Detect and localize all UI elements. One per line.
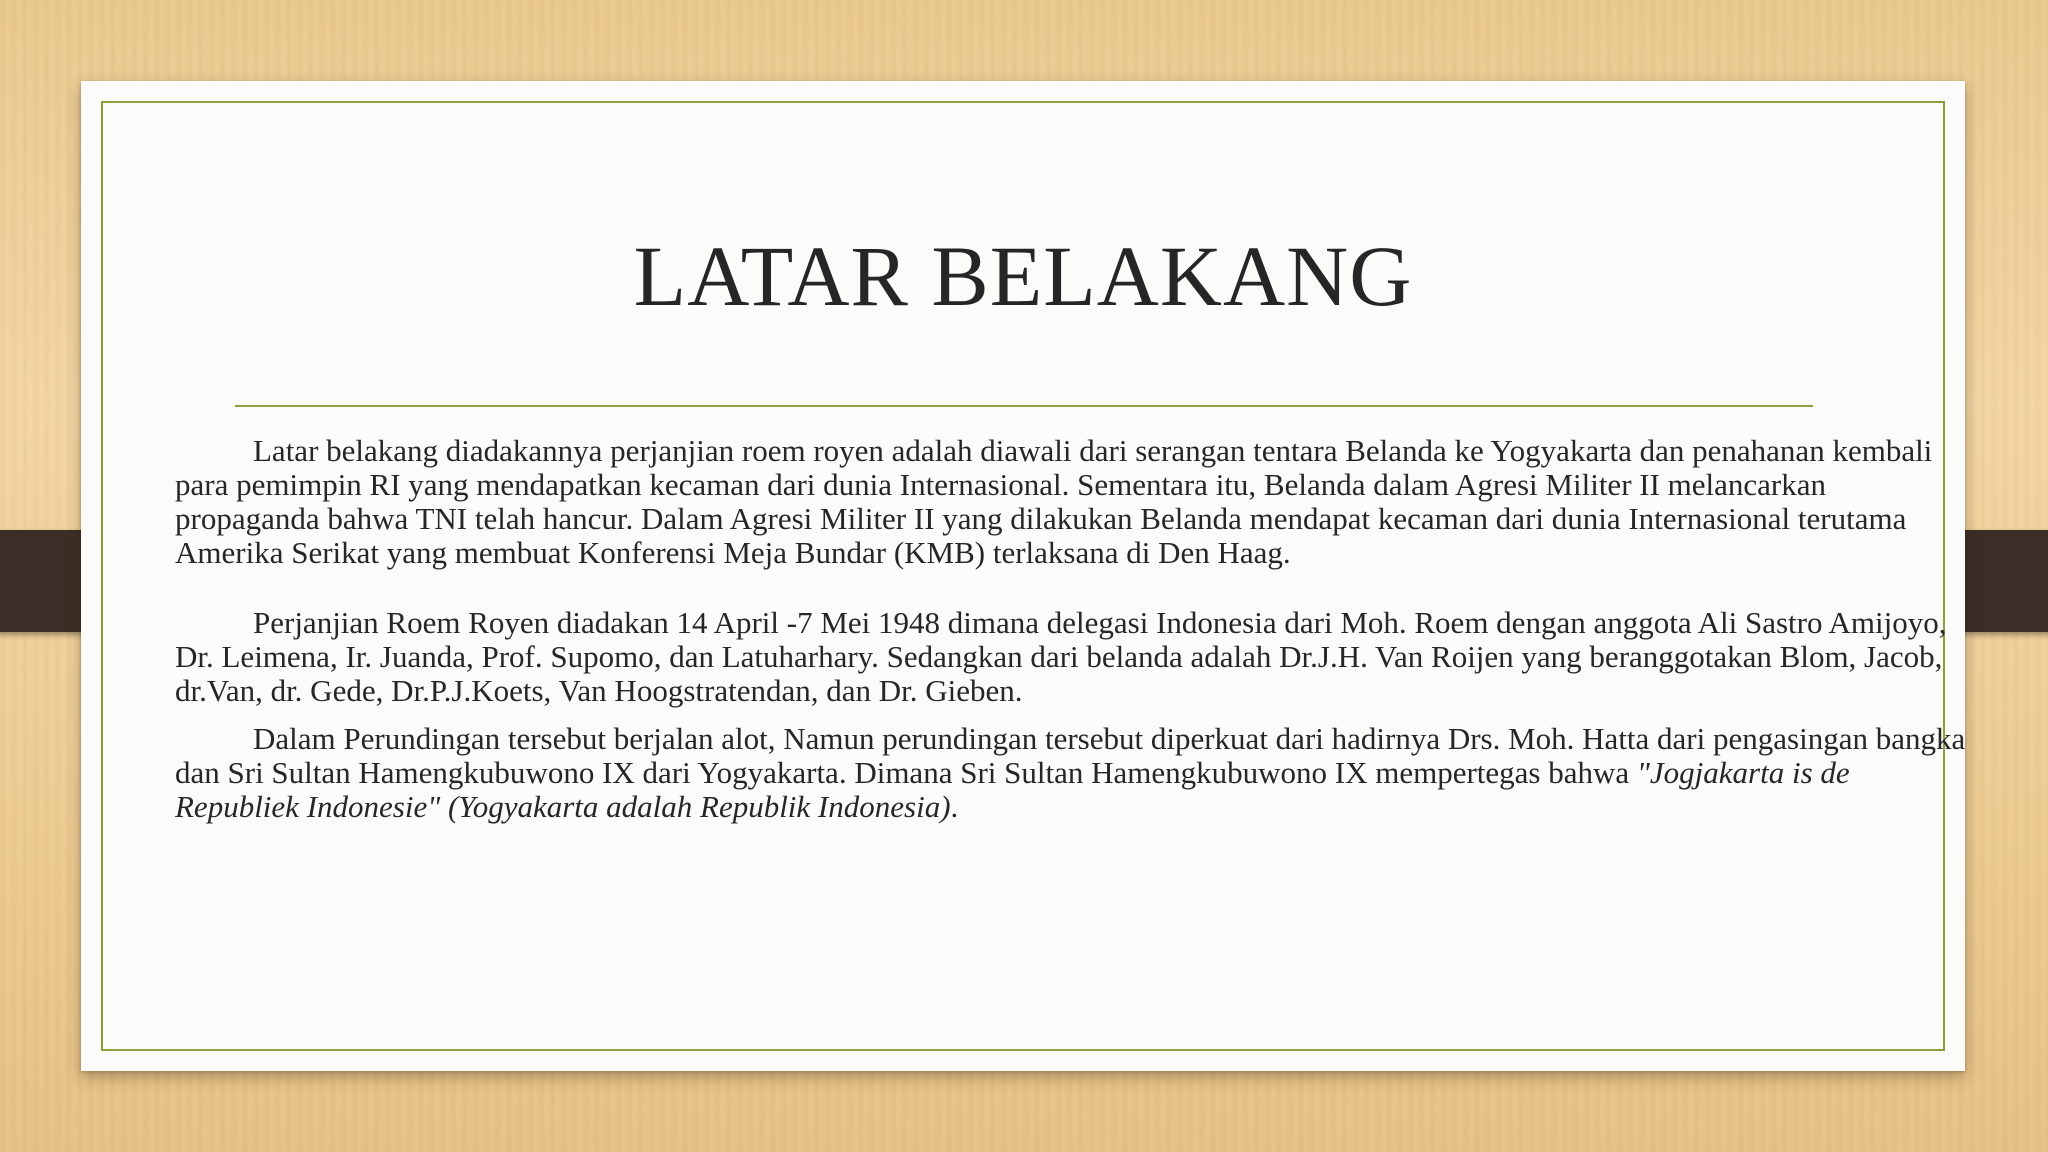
slide-card: [81, 81, 1965, 1071]
paragraph-negotiation-text: Dalam Perundingan tersebut berjalan alot, Namun perundingan tersebut diperkuat dari hadirnya Drs. Moh. Hatta dari pengasingan bangka dan Sri Sultan Hamengkubuwono IX dari Yogyakarta. Dimana Sri Sultan Hamengkubuwono IX mempertegas bahwa: [175, 721, 1966, 790]
paragraph-delegates: Perjanjian Roem Royen diadakan 14 April -7 Mei 1948 dimana delegasi Indonesia dari Moh. Roem dengan anggota Ali Sastro Amijoyo, Dr. Leimena, Ir. Juanda, Prof. Supomo, dan Latuharhary. Sedangkan dari belanda adalah Dr.J.H. Van Roijen yang beranggotakan Blom, Jacob, dr.Van, dr. Gede, Dr.P.J.Koets, Van Hoogstratendan, dan Dr. Gieben.: [175, 605, 1947, 708]
quote-italic: "Jogjakarta is de Republiek Indonesie" (Yogyakarta adalah Republik Indonesia): [175, 755, 1850, 824]
paragraph-negotiation-end: .: [950, 789, 959, 824]
paragraph-negotiation: [175, 722, 1975, 824]
slide-body: [175, 434, 1975, 824]
title-divider: [235, 405, 1813, 407]
slide-title: LATAR BELAKANG: [633, 228, 1413, 324]
paragraph-background: Latar belakang diadakannya perjanjian roem royen adalah diawali dari serangan tentara Belanda ke Yogyakarta dan penahanan kembali para pemimpin RI yang mendapatkan kecaman dari dunia Internasional. Sementara itu, Belanda dalam Agresi Militer II melancarkan propaganda bahwa TNI telah hancur. Dalam Agresi Militer II yang dilakukan Belanda mendapat kecaman dari dunia Internasional terutama Amerika Serikat yang membuat Konferensi Meja Bundar (KMB) terlaksana di Den Haag.: [175, 433, 1933, 570]
